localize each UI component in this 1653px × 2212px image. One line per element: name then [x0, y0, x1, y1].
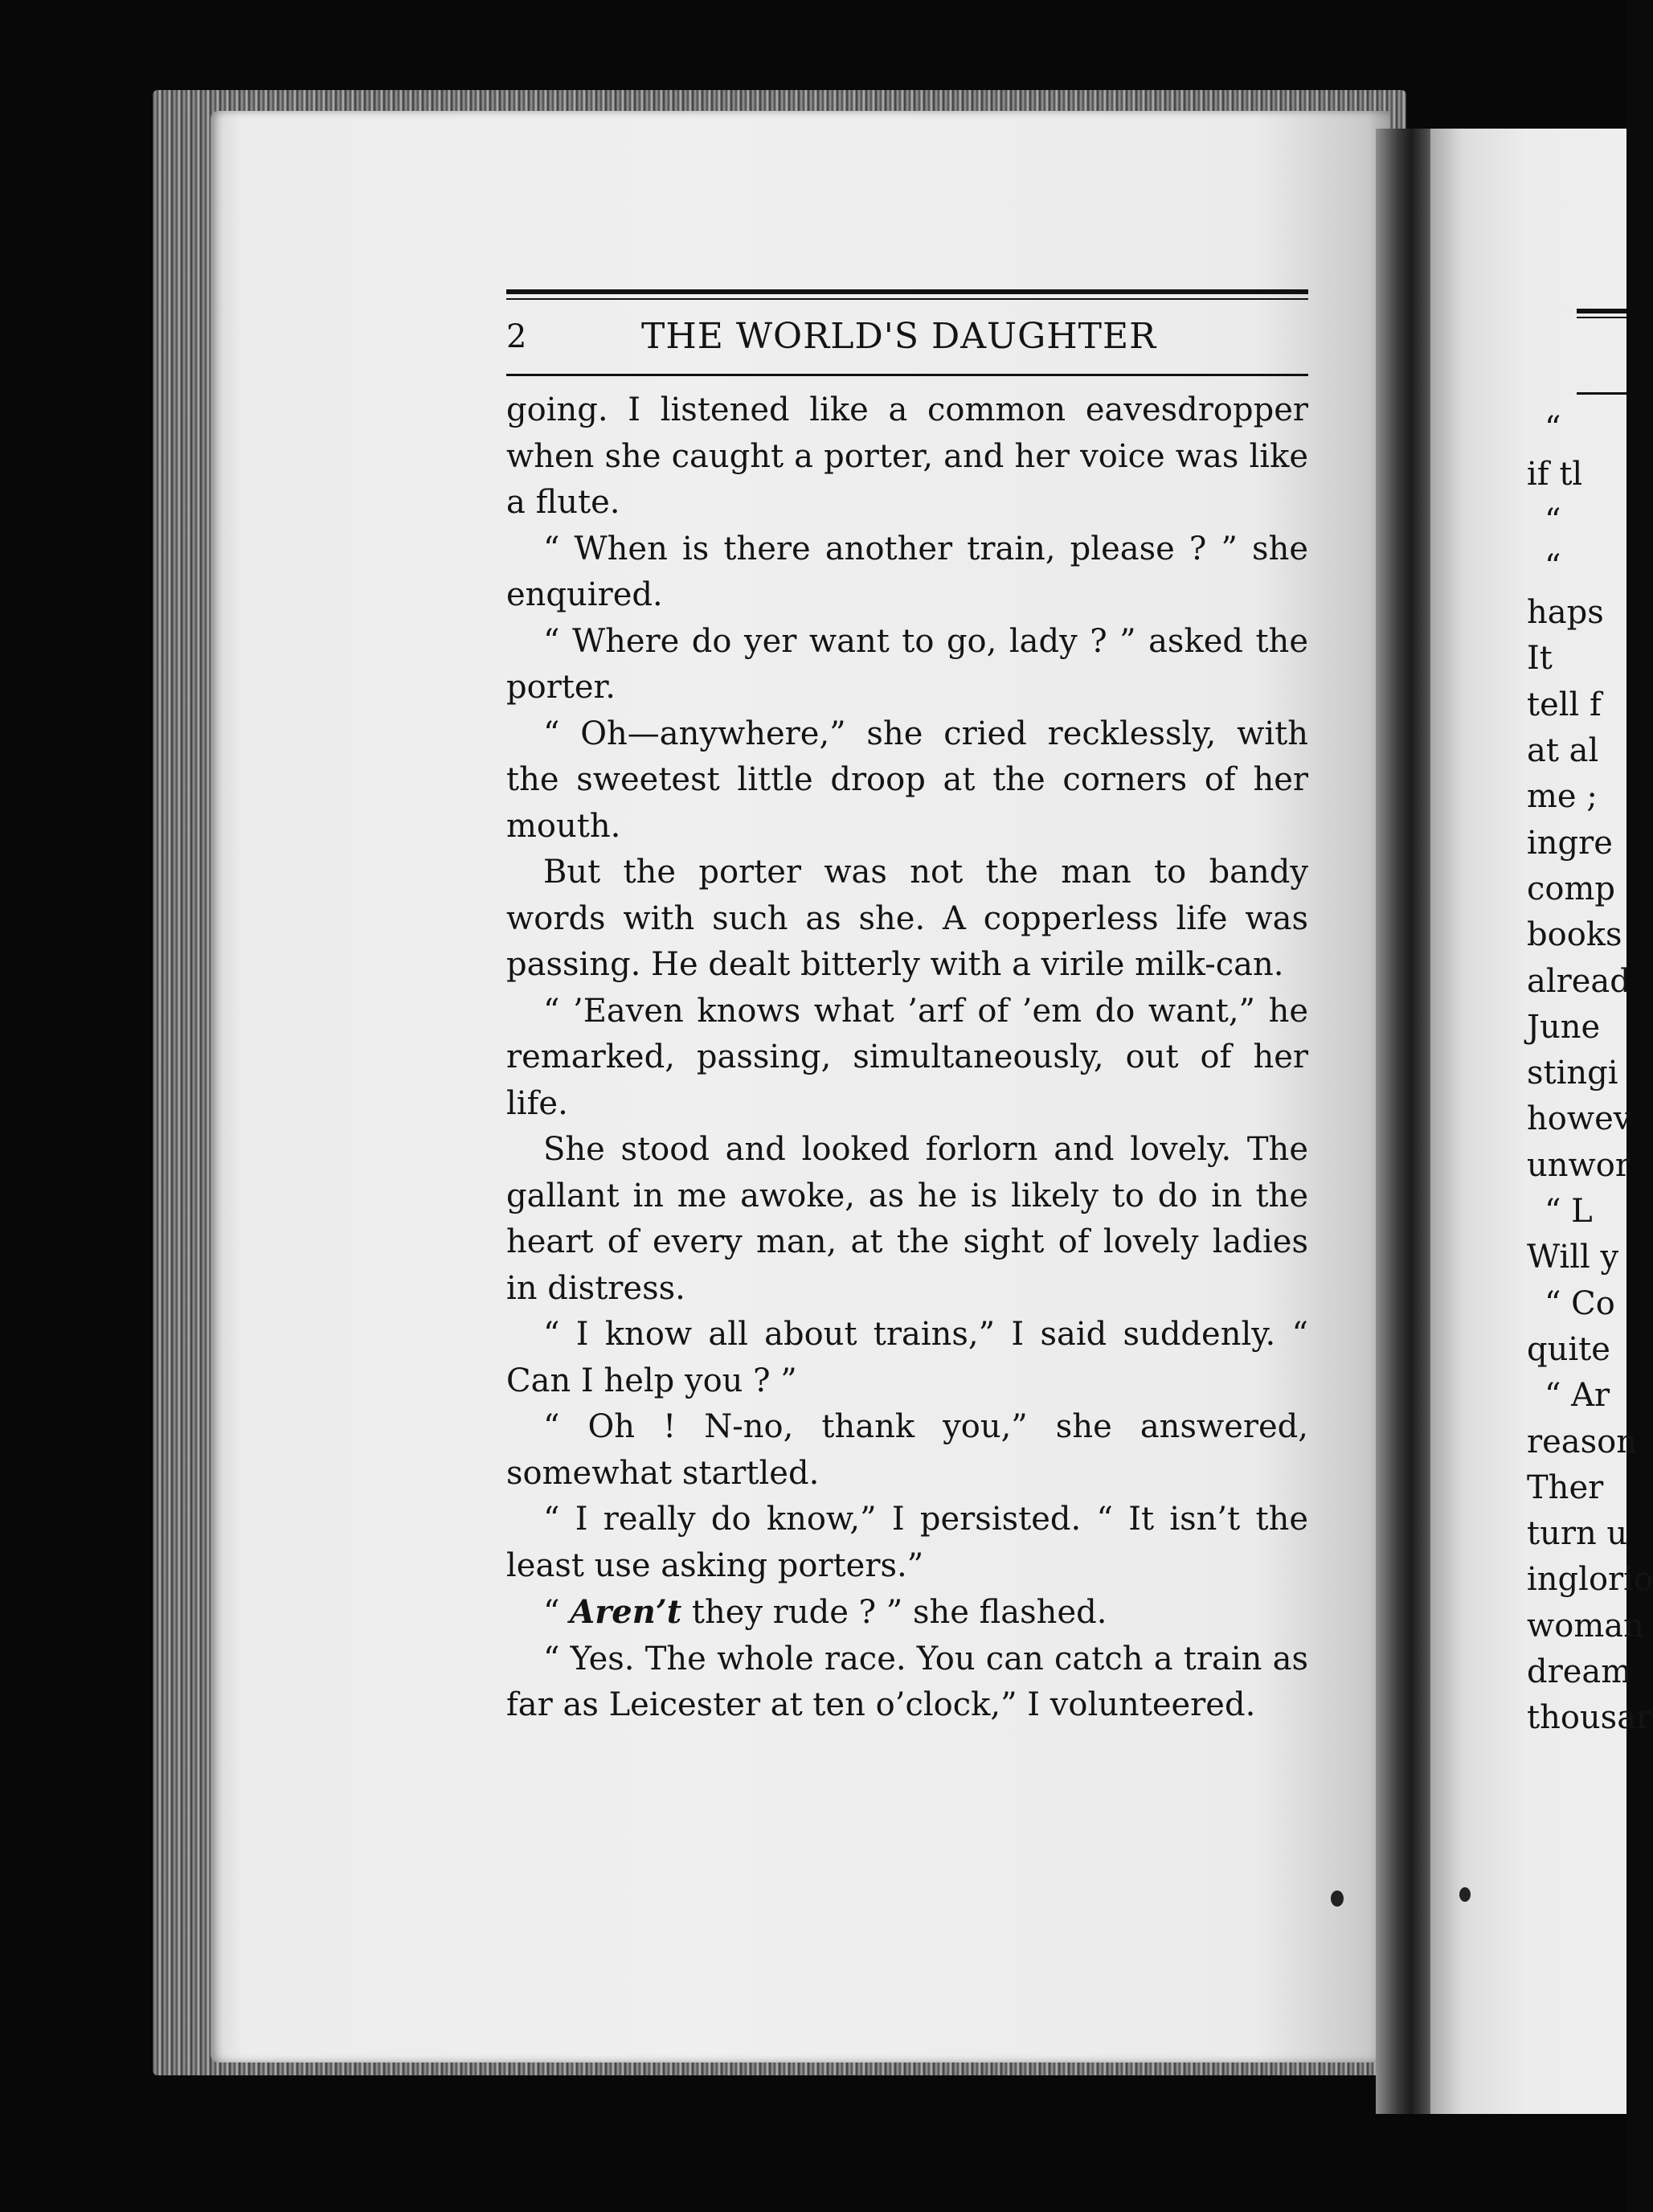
- paragraph: “ ’Eaven knows what ’arf of ’em do want,” he remarked, passing, simultaneously, out of her life.: [506, 992, 1308, 1122]
- header-under-rule: [506, 374, 1308, 376]
- book-title-running-head: THE WORLD'S DAUGHTER: [641, 316, 1157, 357]
- right-page-line-fragment: quite: [1527, 1330, 1610, 1368]
- right-header-rule-thin: [1577, 317, 1626, 318]
- right-page-line-fragment: “: [1545, 502, 1561, 539]
- right-page-line-fragment: unwor: [1527, 1146, 1630, 1184]
- right-page-line-fragment: alread: [1527, 962, 1630, 1000]
- paragraph: going. I listened like a common eavesdropper when she caught a porter, and her voice was like a flute.: [506, 391, 1308, 521]
- header-double-rule-thick: [506, 289, 1308, 294]
- scan-speck: [1459, 1887, 1471, 1902]
- right-page-line-fragment: turn u: [1527, 1515, 1628, 1553]
- right-page-line-fragment: haps: [1527, 594, 1604, 632]
- right-page-line-fragment: howev: [1527, 1100, 1632, 1138]
- paragraph: “ Oh—anywhere,” she cried recklessly, with the sweetest little droop at the corners of her mouth.: [506, 715, 1308, 845]
- right-page-line-fragment: inglorio: [1527, 1561, 1653, 1599]
- right-page-line-fragment: June: [1527, 1008, 1601, 1046]
- paragraph-open-quote: “: [543, 1594, 571, 1631]
- paragraph: But the porter was not the man to bandy words with such as she. A copperless life was passing. He dealt bitterly with a virile milk-can.: [506, 854, 1308, 983]
- right-page-line-fragment: comp: [1527, 870, 1616, 907]
- right-page-line-fragment: thousar: [1527, 1699, 1652, 1737]
- paragraph: “ Oh ! N-no, thank you,” she answered, somewhat startled.: [506, 1408, 1308, 1492]
- right-page-line-fragment: dream: [1527, 1653, 1632, 1691]
- paragraph-rest: they rude ? ” she flashed.: [681, 1594, 1107, 1631]
- right-header-rule-thick: [1577, 309, 1626, 313]
- right-page-line-fragment: reason: [1527, 1423, 1638, 1460]
- right-page-line-fragment: “ Co: [1545, 1284, 1615, 1322]
- right-page-text-fragments: [1527, 406, 1653, 1742]
- right-page-line-fragment: ingre: [1527, 824, 1613, 862]
- right-header-under-rule: [1577, 392, 1626, 395]
- right-page-line-fragment: if tl: [1527, 456, 1583, 494]
- italic-emphasis: Aren’t: [570, 1593, 682, 1631]
- scan-speck: [1331, 1890, 1344, 1907]
- right-page-line-fragment: me ;: [1527, 778, 1598, 816]
- right-page-line-fragment: at al: [1527, 732, 1599, 770]
- right-page-line-fragment: “ Ar: [1545, 1377, 1610, 1415]
- right-page-line-fragment: It: [1527, 640, 1553, 678]
- paragraph: “ I really do know,” I persisted. “ It isn’t the least use asking porters.”: [506, 1501, 1308, 1584]
- body-text: [506, 387, 1308, 1729]
- right-page-line-fragment: “: [1545, 547, 1561, 585]
- right-page-line-fragment: stingi: [1527, 1055, 1618, 1092]
- right-page-line-fragment: Ther: [1527, 1469, 1604, 1506]
- paragraph: “ I know all about trains,” I said suddenly. “ Can I help you ? ”: [506, 1316, 1308, 1399]
- right-page-line-fragment: “: [1545, 410, 1561, 447]
- paragraph: [506, 1589, 1308, 1636]
- right-page-line-fragment: tell f: [1527, 686, 1602, 723]
- paragraph: “ Yes. The whole race. You can catch a train as far as Leicester at ten o’clock,” I volunteered.: [506, 1640, 1308, 1723]
- paragraph: She stood and looked forlorn and lovely. The gallant in me awoke, as he is likely to do in the heart of every man, at the sight of lovely ladies in distress.: [506, 1131, 1308, 1307]
- running-head: [506, 300, 1308, 374]
- right-page-line-fragment: books: [1527, 916, 1622, 954]
- right-page-line-fragment: woman: [1527, 1607, 1644, 1645]
- left-page-text-block: [506, 289, 1308, 1729]
- paragraph: “ Where do yer want to go, lady ? ” asked the porter.: [506, 622, 1308, 706]
- right-page-line-fragment: Will y: [1527, 1239, 1619, 1276]
- paragraph: “ When is there another train, please ? ” she enquired.: [506, 530, 1308, 613]
- page-number: 2: [506, 318, 528, 355]
- right-page-line-fragment: “ L: [1545, 1193, 1593, 1231]
